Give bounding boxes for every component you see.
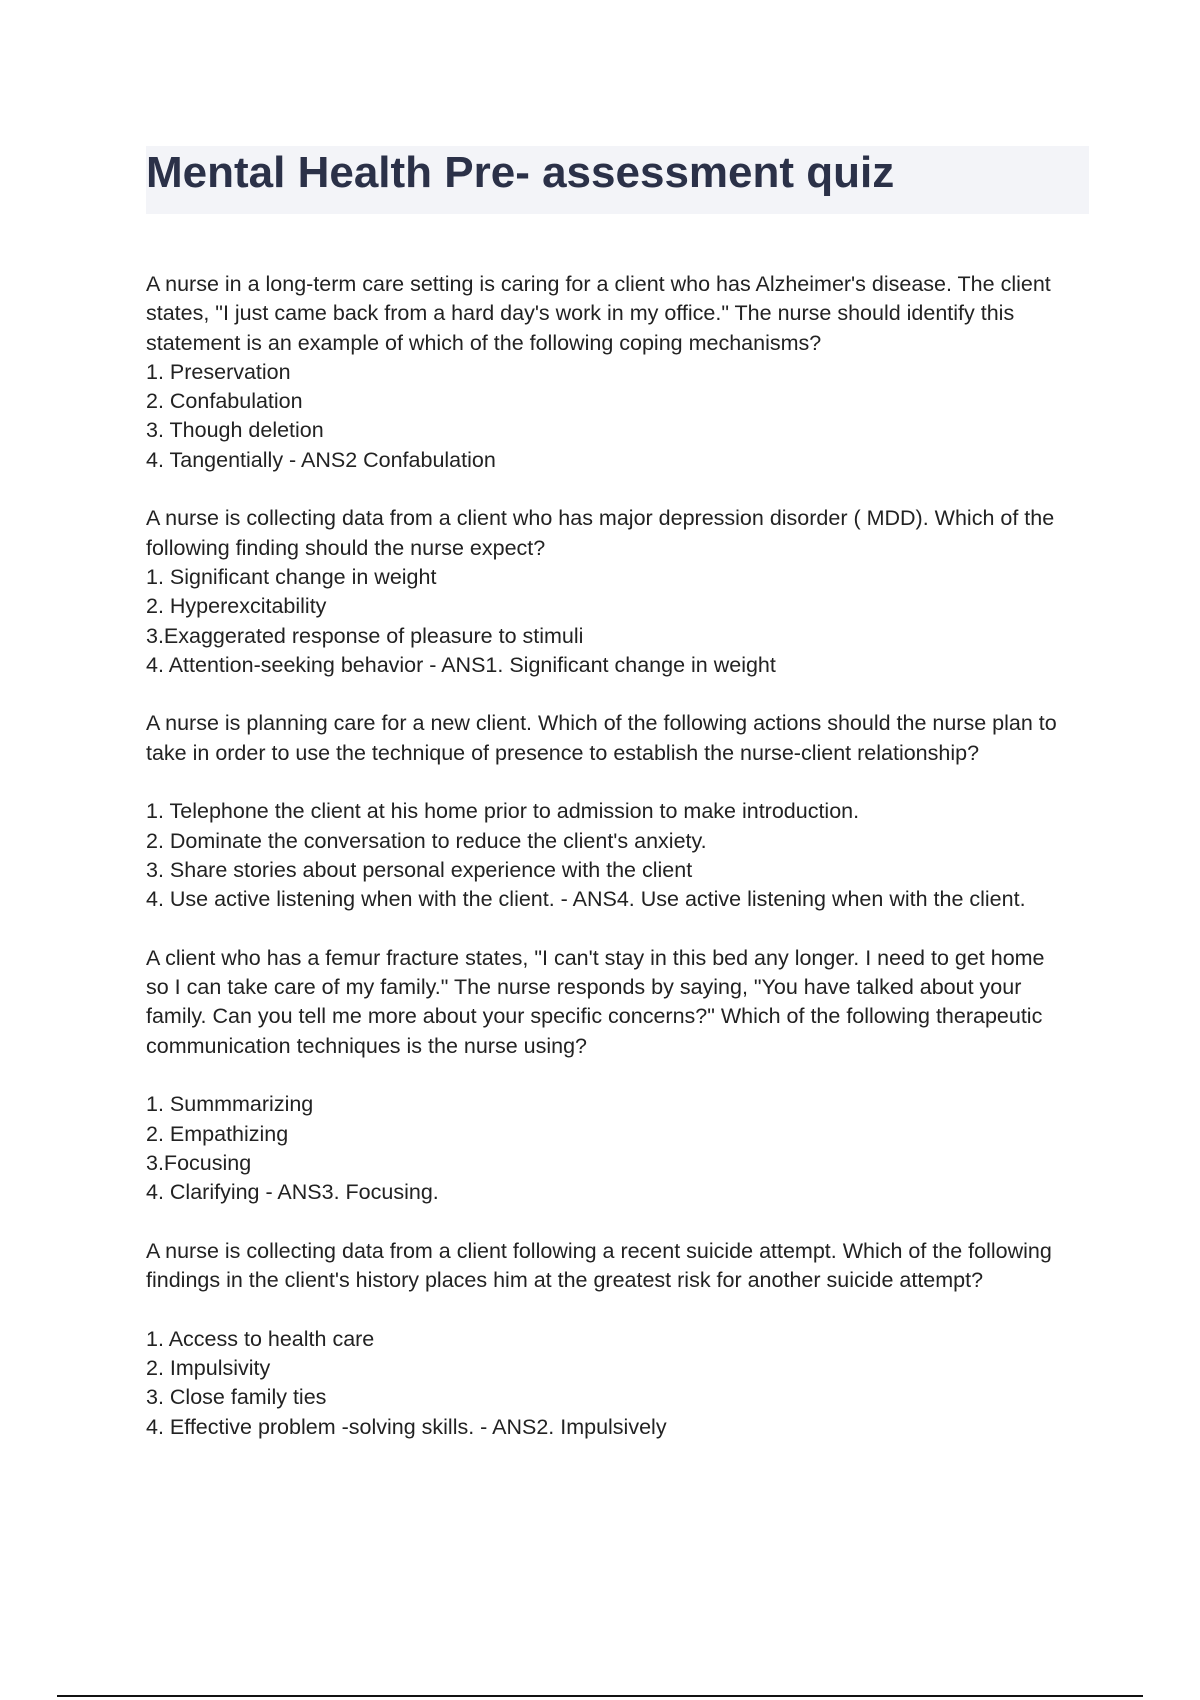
- question-5-option: 3. Close family ties: [146, 1385, 327, 1410]
- page-title: Mental Health Pre- assessment quiz: [146, 148, 895, 197]
- question-1-stem-line: A nurse in a long-term care setting is caring for a client who has Alzheimer's disease. The client: [146, 272, 1051, 296]
- question-3-option: 3. Share stories about personal experience with the client: [146, 857, 693, 882]
- question-2-option-with-answer: 4. Attention-seeking behavior - ANS1. Significant change in weight: [146, 652, 776, 677]
- question-2-option: 2. Hyperexcitability: [146, 594, 327, 619]
- question-4-option: 2. Empathizing: [146, 1121, 289, 1146]
- question-4-option: 1. Summmarizing: [146, 1092, 314, 1117]
- question-5-option: 1. Access to health care: [146, 1326, 375, 1351]
- question-3-option: 1. Telephone the client at his home prior to admission to make introduction.: [146, 799, 860, 824]
- question-4-option-with-answer: 4. Clarifying - ANS3. Focusing.: [146, 1180, 439, 1205]
- question-3-stem-line: A nurse is planning care for a new client. Which of the following actions should the nurse plan to: [146, 711, 1057, 736]
- question-block-1: [146, 270, 1096, 475]
- question-2-option: 3.Exaggerated response of pleasure to stimuli: [146, 623, 584, 648]
- question-block-4: [146, 944, 1096, 1208]
- question-3-stem-line: take in order to use the technique of presence to establish the nurse-client relationship?: [146, 740, 980, 765]
- question-5-option-with-answer: 4. Effective problem -solving skills. - ANS2. Impulsively: [146, 1414, 667, 1439]
- question-4-stem-line: A client who has a femur fracture states, "I can't stay in this bed any longer. I need to get home: [146, 945, 1045, 970]
- question-1-stem-line: states, "I just came back from a hard day's work in my office." The nurse should identify this: [146, 301, 1015, 326]
- question-2-option: 1. Significant change in weight: [146, 564, 437, 589]
- quiz-content: [146, 270, 1096, 1442]
- blank-line: [146, 1061, 1096, 1090]
- question-1-option-with-answer: 4. Tangentially - ANS2 Confabulation: [146, 447, 496, 472]
- question-4-option: 3.Focusing: [146, 1150, 252, 1175]
- question-5-stem-line: A nurse is collecting data from a client following a recent suicide attempt. Which of the following: [146, 1238, 1052, 1263]
- question-1-option: 1. Preservation: [146, 359, 291, 384]
- question-4-stem-line: so I can take care of my family." The nurse responds by saying, "You have talked about your: [146, 975, 1022, 1000]
- question-5-option: 2. Impulsivity: [146, 1355, 271, 1380]
- question-block-3: [146, 709, 1096, 914]
- question-block-2: [146, 504, 1096, 680]
- question-2-stem-line: A nurse is collecting data from a client who has major depression disorder ( MDD). Which of the: [146, 506, 1055, 531]
- question-4-stem-line: family. Can you tell me more about your specific concerns?" Which of the following therapeutic: [146, 1004, 1043, 1029]
- question-block-5: [146, 1237, 1096, 1442]
- question-1-stem-line: statement is an example of which of the following coping mechanisms?: [146, 330, 822, 355]
- question-1-option: 3. Though deletion: [146, 418, 324, 443]
- question-1-option: 2. Confabulation: [146, 389, 303, 414]
- question-5-stem-line: findings in the client's history places him at the greatest risk for another suicide attempt?: [146, 1268, 984, 1293]
- question-2-stem-line: following finding should the nurse expect?: [146, 535, 546, 560]
- question-3-option-with-answer: 4. Use active listening when with the client. - ANS4. Use active listening when with the client.: [146, 887, 1026, 912]
- blank-line: [146, 768, 1096, 797]
- footer-divider: [57, 1695, 1143, 1697]
- question-4-stem-line: communication techniques is the nurse using?: [146, 1033, 588, 1058]
- blank-line: [146, 1295, 1096, 1324]
- question-3-option: 2. Dominate the conversation to reduce the client's anxiety.: [146, 828, 707, 853]
